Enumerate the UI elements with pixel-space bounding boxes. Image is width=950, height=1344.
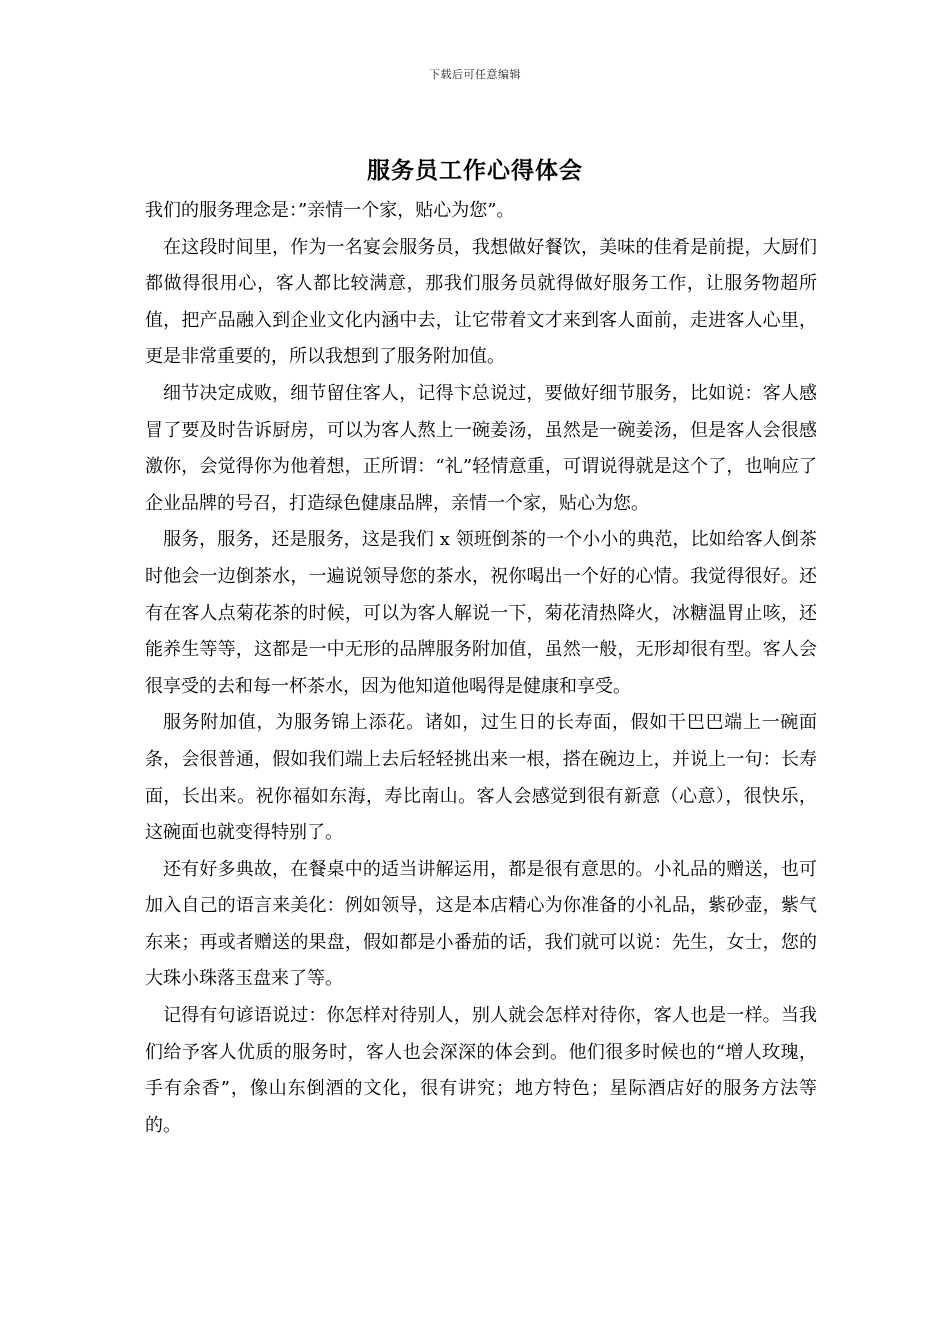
header-note: 下载后可任意编辑 <box>429 68 521 81</box>
document-title: 服务员工作心得体会 <box>367 157 583 184</box>
paragraph-proverb: 记得有句谚语说过：你怎样对待别人，别人就会怎样对待你，客人也是一样。当我们给予客人优质的服务时，客人也会深深的体会到。他们很多时候也的“增人玫瑰，手有余香”，像山东倒酒的文化，很有讲究；地方特色；星际酒店好的服务方法等的。 <box>145 1005 817 1136</box>
paragraph-anecdotes: 还有好多典故，在餐桌中的适当讲解运用，都是很有意思的。小礼品的赠送，也可加入自己的语言来美化：例如领导，这是本店精心为你准备的小礼品，紫砂壶，紫气东来；再或者赠送的果盘，假如都是小番茄的话，我们就可以说：先生，女士，您的大珠小珠落玉盘来了等。 <box>145 858 817 990</box>
paragraph-service-philosophy: 我们的服务理念是：”亲情一个家，贴心为您”。 <box>145 200 515 221</box>
paragraph-added-value: 服务附加值，为服务锦上添花。诸如，过生日的长寿面，假如干巴巴端上一碗面条，会很普通，假如我们端上去后轻轻挑出来一根，搭在碗边上，并说上一句：长寿面，长出来。祝你福如东海，寿比南山。客人会感觉到很有新意（心意），很快乐，这碗面也就变得特别了。 <box>145 712 817 844</box>
paragraph-details-matter: 细节决定成败，细节留住客人，记得卞总说过，要做好细节服务，比如说：客人感冒了要及时告诉厨房，可以为客人熬上一碗姜汤，虽然是一碗姜汤，但是客人会很感激你，会觉得你为他着想，正所谓：“礼”轻情意重，可谓说得就是这个了，也响应了企业品牌的号召，打造绿色健康品牌，亲情一个家，贴心为您。 <box>145 382 817 514</box>
paragraph-tea-service: 服务，服务，还是服务，这是我们 x 领班倒茶的一个小小的典范，比如给客人倒茶时他会一边倒茶水，一遍说领导您的茶水，祝你喝出一个好的心情。我觉得很好。还有在客人点菊花茶的时候，可以为客人解说一下，菊花清热降火，冰糖温胃止咳，还能养生等等，这都是一中无形的品牌服务附加值，虽然一般，无形却很有型。客人会很享受的去和每一杯茶水，因为他知道他喝得是健康和享受。 <box>145 529 817 697</box>
document-body <box>145 193 817 1144</box>
paragraph-banquet-service: 在这段时间里，作为一名宴会服务员，我想做好餐饮，美味的佳肴是前提，大厨们都做得很用心，客人都比较满意，那我们服务员就得做好服务工作，让服务物超所值，把产品融入到企业文化内涵中去，让它带着文才来到客人面前，走进客人心里，更是非常重要的，所以我想到了服务附加值。 <box>145 236 817 368</box>
